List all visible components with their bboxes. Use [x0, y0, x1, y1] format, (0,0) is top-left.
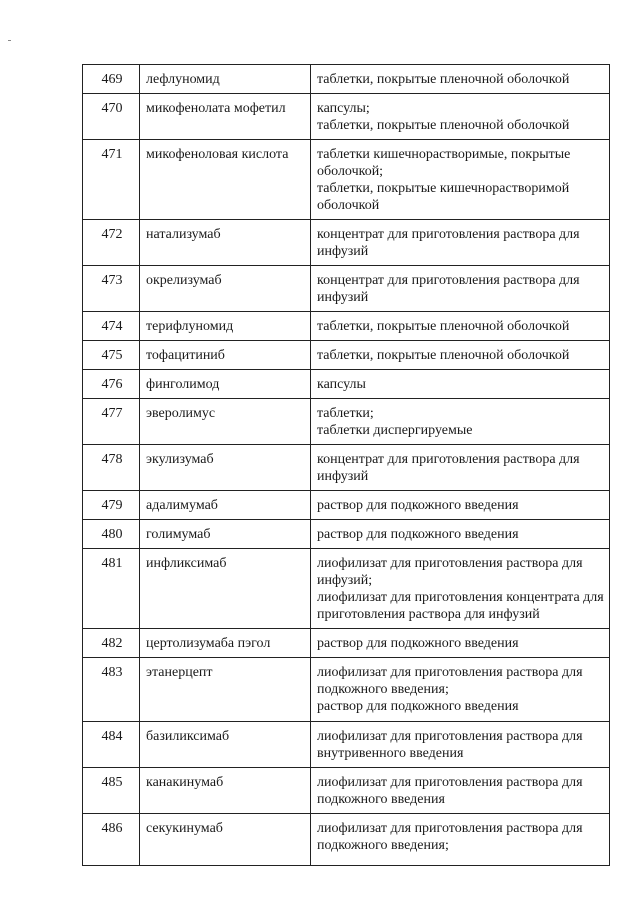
dosage-form-line: таблетки, покрытые кишечнорастворимой оболочкой	[317, 181, 570, 213]
dosage-forms	[311, 549, 610, 629]
drug-name: финголимод	[140, 370, 311, 399]
dosage-form-line: таблетки, покрытые пленочной оболочкой	[317, 72, 570, 87]
drug-name: адалимумаб	[140, 491, 311, 520]
row-number: 480	[83, 520, 140, 549]
table-row	[83, 629, 610, 658]
row-number: 475	[83, 341, 140, 370]
dosage-form-line: таблетки диспергируемые	[317, 423, 473, 438]
dosage-forms	[311, 341, 610, 370]
drug-name: секукинумаб	[140, 814, 311, 866]
dosage-forms	[311, 312, 610, 341]
drug-name: лефлуномид	[140, 65, 311, 94]
row-number: 483	[83, 658, 140, 722]
drug-table-body	[83, 65, 610, 866]
table-row	[83, 94, 610, 140]
table-row	[83, 658, 610, 722]
row-number: 471	[83, 140, 140, 220]
row-number: 473	[83, 266, 140, 312]
dosage-form-line: раствор для подкожного введения	[317, 527, 519, 542]
drug-name: натализумаб	[140, 220, 311, 266]
dosage-form-line: раствор для подкожного введения	[317, 636, 519, 651]
table-row	[83, 220, 610, 266]
row-number: 485	[83, 768, 140, 814]
row-number: 482	[83, 629, 140, 658]
dosage-forms	[311, 629, 610, 658]
dosage-form-line: лиофилизат для приготовления раствора для подкожного введения;	[317, 821, 583, 853]
dosage-forms	[311, 266, 610, 312]
drug-name: базиликсимаб	[140, 722, 311, 768]
row-number: 484	[83, 722, 140, 768]
scan-mark	[8, 40, 11, 41]
drug-name: канакинумаб	[140, 768, 311, 814]
table-row	[83, 370, 610, 399]
drug-name: микофенолата мофетил	[140, 94, 311, 140]
dosage-forms	[311, 140, 610, 220]
table-row	[83, 722, 610, 768]
row-number: 472	[83, 220, 140, 266]
drug-name: тофацитиниб	[140, 341, 311, 370]
table-row	[83, 140, 610, 220]
dosage-forms	[311, 658, 610, 722]
table-row	[83, 312, 610, 341]
table-row	[83, 549, 610, 629]
dosage-form-line: таблетки, покрытые пленочной оболочкой	[317, 118, 570, 133]
dosage-form-line: лиофилизат для приготовления раствора для подкожного введения	[317, 775, 583, 807]
dosage-form-line: концентрат для приготовления раствора для инфузий	[317, 452, 580, 484]
drug-table	[82, 64, 610, 866]
dosage-form-line: лиофилизат для приготовления раствора для инфузий;	[317, 556, 583, 588]
table-row	[83, 768, 610, 814]
drug-name: инфликсимаб	[140, 549, 311, 629]
table-row	[83, 399, 610, 445]
table-row	[83, 491, 610, 520]
dosage-form-line: лиофилизат для приготовления концентрата для приготовления раствора для инфузий	[317, 590, 604, 622]
drug-name: эверолимус	[140, 399, 311, 445]
row-number: 486	[83, 814, 140, 866]
dosage-forms	[311, 491, 610, 520]
table-row	[83, 266, 610, 312]
dosage-form-line: таблетки;	[317, 406, 374, 421]
dosage-forms	[311, 370, 610, 399]
dosage-forms	[311, 814, 610, 866]
drug-name: окрелизумаб	[140, 266, 311, 312]
drug-name: экулизумаб	[140, 445, 311, 491]
dosage-form-line: раствор для подкожного введения	[317, 498, 519, 513]
drug-name: микофеноловая кислота	[140, 140, 311, 220]
row-number: 470	[83, 94, 140, 140]
drug-name: цертолизумаба пэгол	[140, 629, 311, 658]
dosage-form-line: капсулы;	[317, 101, 370, 116]
dosage-forms	[311, 220, 610, 266]
table-row	[83, 65, 610, 94]
row-number: 477	[83, 399, 140, 445]
dosage-forms	[311, 94, 610, 140]
table-row	[83, 520, 610, 549]
dosage-form-line: таблетки, покрытые пленочной оболочкой	[317, 348, 570, 363]
dosage-forms	[311, 445, 610, 491]
dosage-forms	[311, 399, 610, 445]
row-number: 479	[83, 491, 140, 520]
drug-name: этанерцепт	[140, 658, 311, 722]
row-number: 481	[83, 549, 140, 629]
row-number: 474	[83, 312, 140, 341]
dosage-form-line: раствор для подкожного введения	[317, 699, 519, 714]
dosage-form-line: концентрат для приготовления раствора для инфузий	[317, 273, 580, 305]
drug-name: терифлуномид	[140, 312, 311, 341]
table-row	[83, 445, 610, 491]
dosage-form-line: лиофилизат для приготовления раствора для подкожного введения;	[317, 665, 583, 697]
dosage-form-line: лиофилизат для приготовления раствора для внутривенного введения	[317, 729, 583, 761]
table-row	[83, 341, 610, 370]
dosage-forms	[311, 520, 610, 549]
dosage-forms	[311, 768, 610, 814]
dosage-forms	[311, 65, 610, 94]
dosage-forms	[311, 722, 610, 768]
drug-name: голимумаб	[140, 520, 311, 549]
dosage-form-line: капсулы	[317, 377, 366, 392]
table-row	[83, 814, 610, 866]
dosage-form-line: концентрат для приготовления раствора для инфузий	[317, 227, 580, 259]
row-number: 478	[83, 445, 140, 491]
row-number: 469	[83, 65, 140, 94]
dosage-form-line: таблетки, покрытые пленочной оболочкой	[317, 319, 570, 334]
row-number: 476	[83, 370, 140, 399]
dosage-form-line: таблетки кишечнорастворимые, покрытые оболочкой;	[317, 147, 571, 179]
